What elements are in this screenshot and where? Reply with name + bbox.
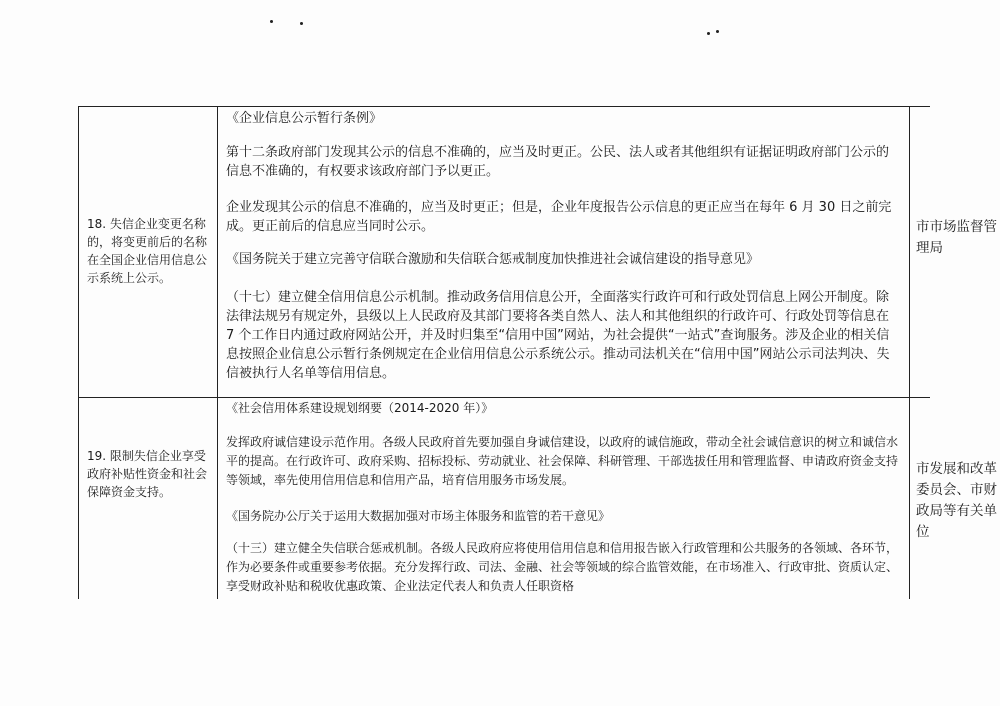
scan-speck [300, 22, 303, 25]
dept-text: 市市场监督管理局 [916, 219, 997, 256]
basis-paragraph: （十三）建立健全失信联合惩戒机制。各级人民政府应将使用信用信息和信用报告嵌入行政管理和公共服务的各领域、各环节，作为必要条件或重要参考依据。充分发挥行政、司法、金融、社会等领域的综合监管效能，在市场准入、行政审批、资质认定、享受财政补贴和税收优惠政策、企业法定代表人和负责人任职资格 [226, 541, 899, 593]
table-row [79, 107, 997, 398]
dept-cell [910, 107, 1000, 397]
scan-speck [270, 20, 273, 23]
basis-paragraph: 企业发现其公示的信息不准确的，应当及时更正；但是，企业年度报告公示信息的更正应当在每年 6 月 30 日之前完成。更正前后的信息应当同时公示。 [226, 200, 892, 234]
basis-title: 《企业信息公示暂行条例》 [226, 111, 383, 126]
basis-paragraph: 发挥政府诚信建设示范作用。各级人民政府首先要加强自身诚信建设，以政府的诚信施政，带动全社会诚信意识的树立和诚信水平的提高。在行政许可、政府采购、招标投标、劳动就业、社会保障、科研管理、干部选拔任用和管理监督、申请政府资金支持等领域，率先使用信用信息和信用产品，培育信用服务市场发展。 [226, 435, 899, 487]
basis-title: 《社会信用体系建设规划纲要（2014-2020 年）》 [226, 401, 494, 415]
scan-speck [707, 32, 710, 35]
basis-title: 《国务院办公厅关于运用大数据加强对市场主体服务和监管的若干意见》 [226, 509, 611, 523]
basis-title: 《国务院关于建立完善守信联合激励和失信联合惩戒制度加快推进社会诚信建设的指导意见》 [226, 252, 760, 267]
policy-table [78, 106, 997, 599]
scan-speck [716, 30, 719, 33]
item-cell [79, 107, 218, 397]
basis-cell [218, 107, 910, 397]
dept-text: 市发展和改革委员会、市财政局等有关单位 [916, 461, 997, 540]
item-text: 19. 限制失信企业享受政府补贴性资金和社会保障资金支持。 [87, 449, 208, 499]
dept-cell [910, 397, 1000, 599]
basis-cell [218, 397, 910, 599]
item-cell [79, 397, 218, 599]
item-text: 18. 失信企业变更名称的，将变更前后的名称在全国企业信用信息公示系统上公示。 [87, 217, 208, 285]
table-row [79, 397, 997, 599]
basis-paragraph: （十七）建立健全信用信息公示机制。推动政务信用信息公开，全面落实行政许可和行政处罚信息上网公开制度。除法律法规另有规定外，县级以上人民政府及其部门要将各类自然人、法人和其他组织的行政许可、行政处罚等信息在 7 个工作日内通过政府网站公开，并及时归集至“信用中国”网站，为社会提供“一站式”查询服务。涉及企业的相关信息按照企业信息公示暂行条例规定在企业信用信息公示系统公示。推动司法机关在“信用中国”网站公示司法判决、失信被执行人名单等信用信息。 [226, 290, 890, 381]
basis-paragraph: 第十二条政府部门发现其公示的信息不准确的，应当及时更正。公民、法人或者其他组织有证据证明政府部门公示的信息不准确的，有权要求该政府部门予以更正。 [226, 145, 890, 179]
